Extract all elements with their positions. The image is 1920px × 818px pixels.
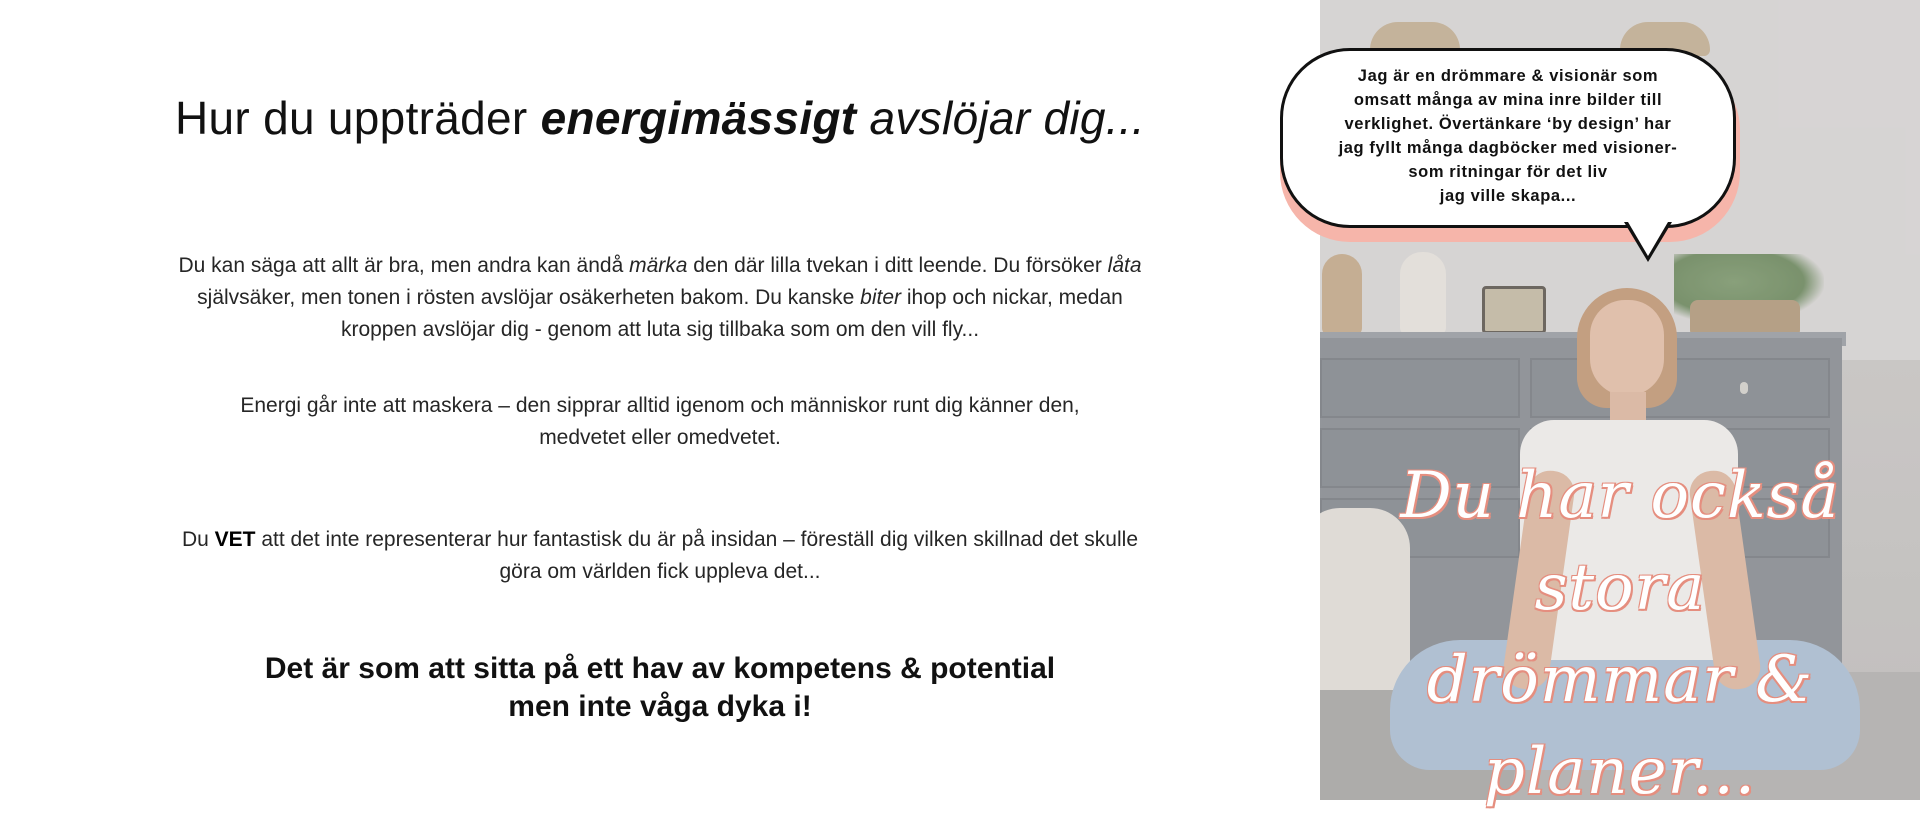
page-title	[0, 91, 1320, 145]
speech-bubble-text: Jag är en drömmare & visionär som omsatt många av mina inre bilder till verklighet. Övertänkare ‘by design’ har jag fyllt många dagböcker med visioner- som ritningar för det liv jag ville skapa...	[1338, 67, 1678, 205]
closing-statement	[200, 650, 1120, 726]
paragraph1-text-1: Du kan säga att allt är bra, men andra kan ändå	[178, 254, 630, 277]
headline-part-3: avslöjar dig...	[856, 91, 1146, 144]
closing-line-2: men inte våga dyka i!	[508, 690, 812, 723]
paragraph3-strong: VET	[214, 528, 256, 551]
paragraph1-emphasis-1: märka	[629, 254, 688, 277]
paragraph-body-language	[170, 250, 1150, 346]
paragraph1-text-4: ihop och nickar, medan kroppen avslöjar dig - genom att luta sig tillbaka som om den vill fly...	[340, 286, 1123, 341]
headline-part-1: Hur du uppträder	[174, 91, 541, 144]
script-line-2: drömmar & planer...	[1426, 643, 1814, 809]
paragraph1-emphasis-3: biter	[860, 286, 902, 309]
photo-script-caption	[1340, 450, 1900, 818]
paragraph3-text-2: att det inte representerar hur fantastisk du är på insidan – föreställ dig vilken skillnad det skulle göra om världen fick uppleva det...	[255, 528, 1138, 583]
paragraph1-text-2: den där lilla tvekan i ditt leende. Du försöker	[687, 254, 1108, 277]
paragraph1-emphasis-2: låta	[1107, 254, 1142, 277]
paragraph1-text-3: självsäker, men tonen i rösten avslöjar osäkerheten bakom. Du kanske	[197, 286, 861, 309]
closing-line-1: Det är som att sitta på ett hav av kompetens & potential	[264, 652, 1056, 685]
headline-emphasis: energimässigt	[540, 91, 857, 144]
paragraph3-text-1: Du	[181, 528, 215, 551]
paragraph-know	[170, 524, 1150, 588]
script-line-1: Du har också stora	[1400, 459, 1840, 625]
speech-bubble-tail-fill	[1628, 222, 1668, 256]
paragraph-energy: Energi går inte att maskera – den sipprar alltid igenom och människor runt dig känner den, medvetet eller omedvetet.	[240, 394, 1080, 449]
